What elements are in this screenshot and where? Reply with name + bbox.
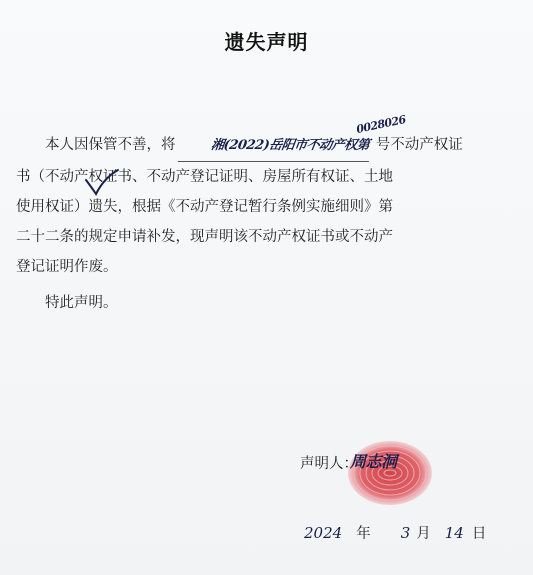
date-day-unit: 日 [471, 526, 487, 542]
line1-prefix: 本人因保管不善，将 [45, 137, 176, 153]
body-line-1 [16, 130, 521, 162]
checkmark-icon [82, 166, 122, 198]
page-title: 遗失声明 [224, 30, 309, 54]
body-line-3: 使用权证）遗失，根据《不动产登记暂行条例实施细则》第 [16, 199, 393, 215]
date-day: 14 [444, 524, 464, 542]
signature: 周志洞 [350, 452, 397, 471]
date-line [304, 522, 486, 543]
closing-line: 特此声明。 [45, 295, 118, 311]
body-line-4: 二十二条的规定申请补发，现声明该不动产权证书或不动产 [16, 229, 393, 245]
line1-suffix: 号不动产权证 [375, 137, 463, 153]
body-line-2: 书（不动产权证书、不动产登记证明、房屋所有权证、土地 [16, 169, 393, 185]
body-line-5: 登记证明作废。 [16, 259, 118, 275]
date-month: 3 [400, 524, 411, 542]
date-year-unit: 年 [356, 526, 371, 542]
certificate-number-suffix: 0028026 [355, 112, 407, 137]
date-month-unit: 月 [416, 526, 431, 542]
certificate-number: 湘(2022)岳阳市不动产权第 [178, 131, 373, 162]
date-year: 2024 [304, 524, 343, 542]
declaration-body [16, 130, 521, 318]
declarant-label: 声明人： [300, 456, 358, 472]
